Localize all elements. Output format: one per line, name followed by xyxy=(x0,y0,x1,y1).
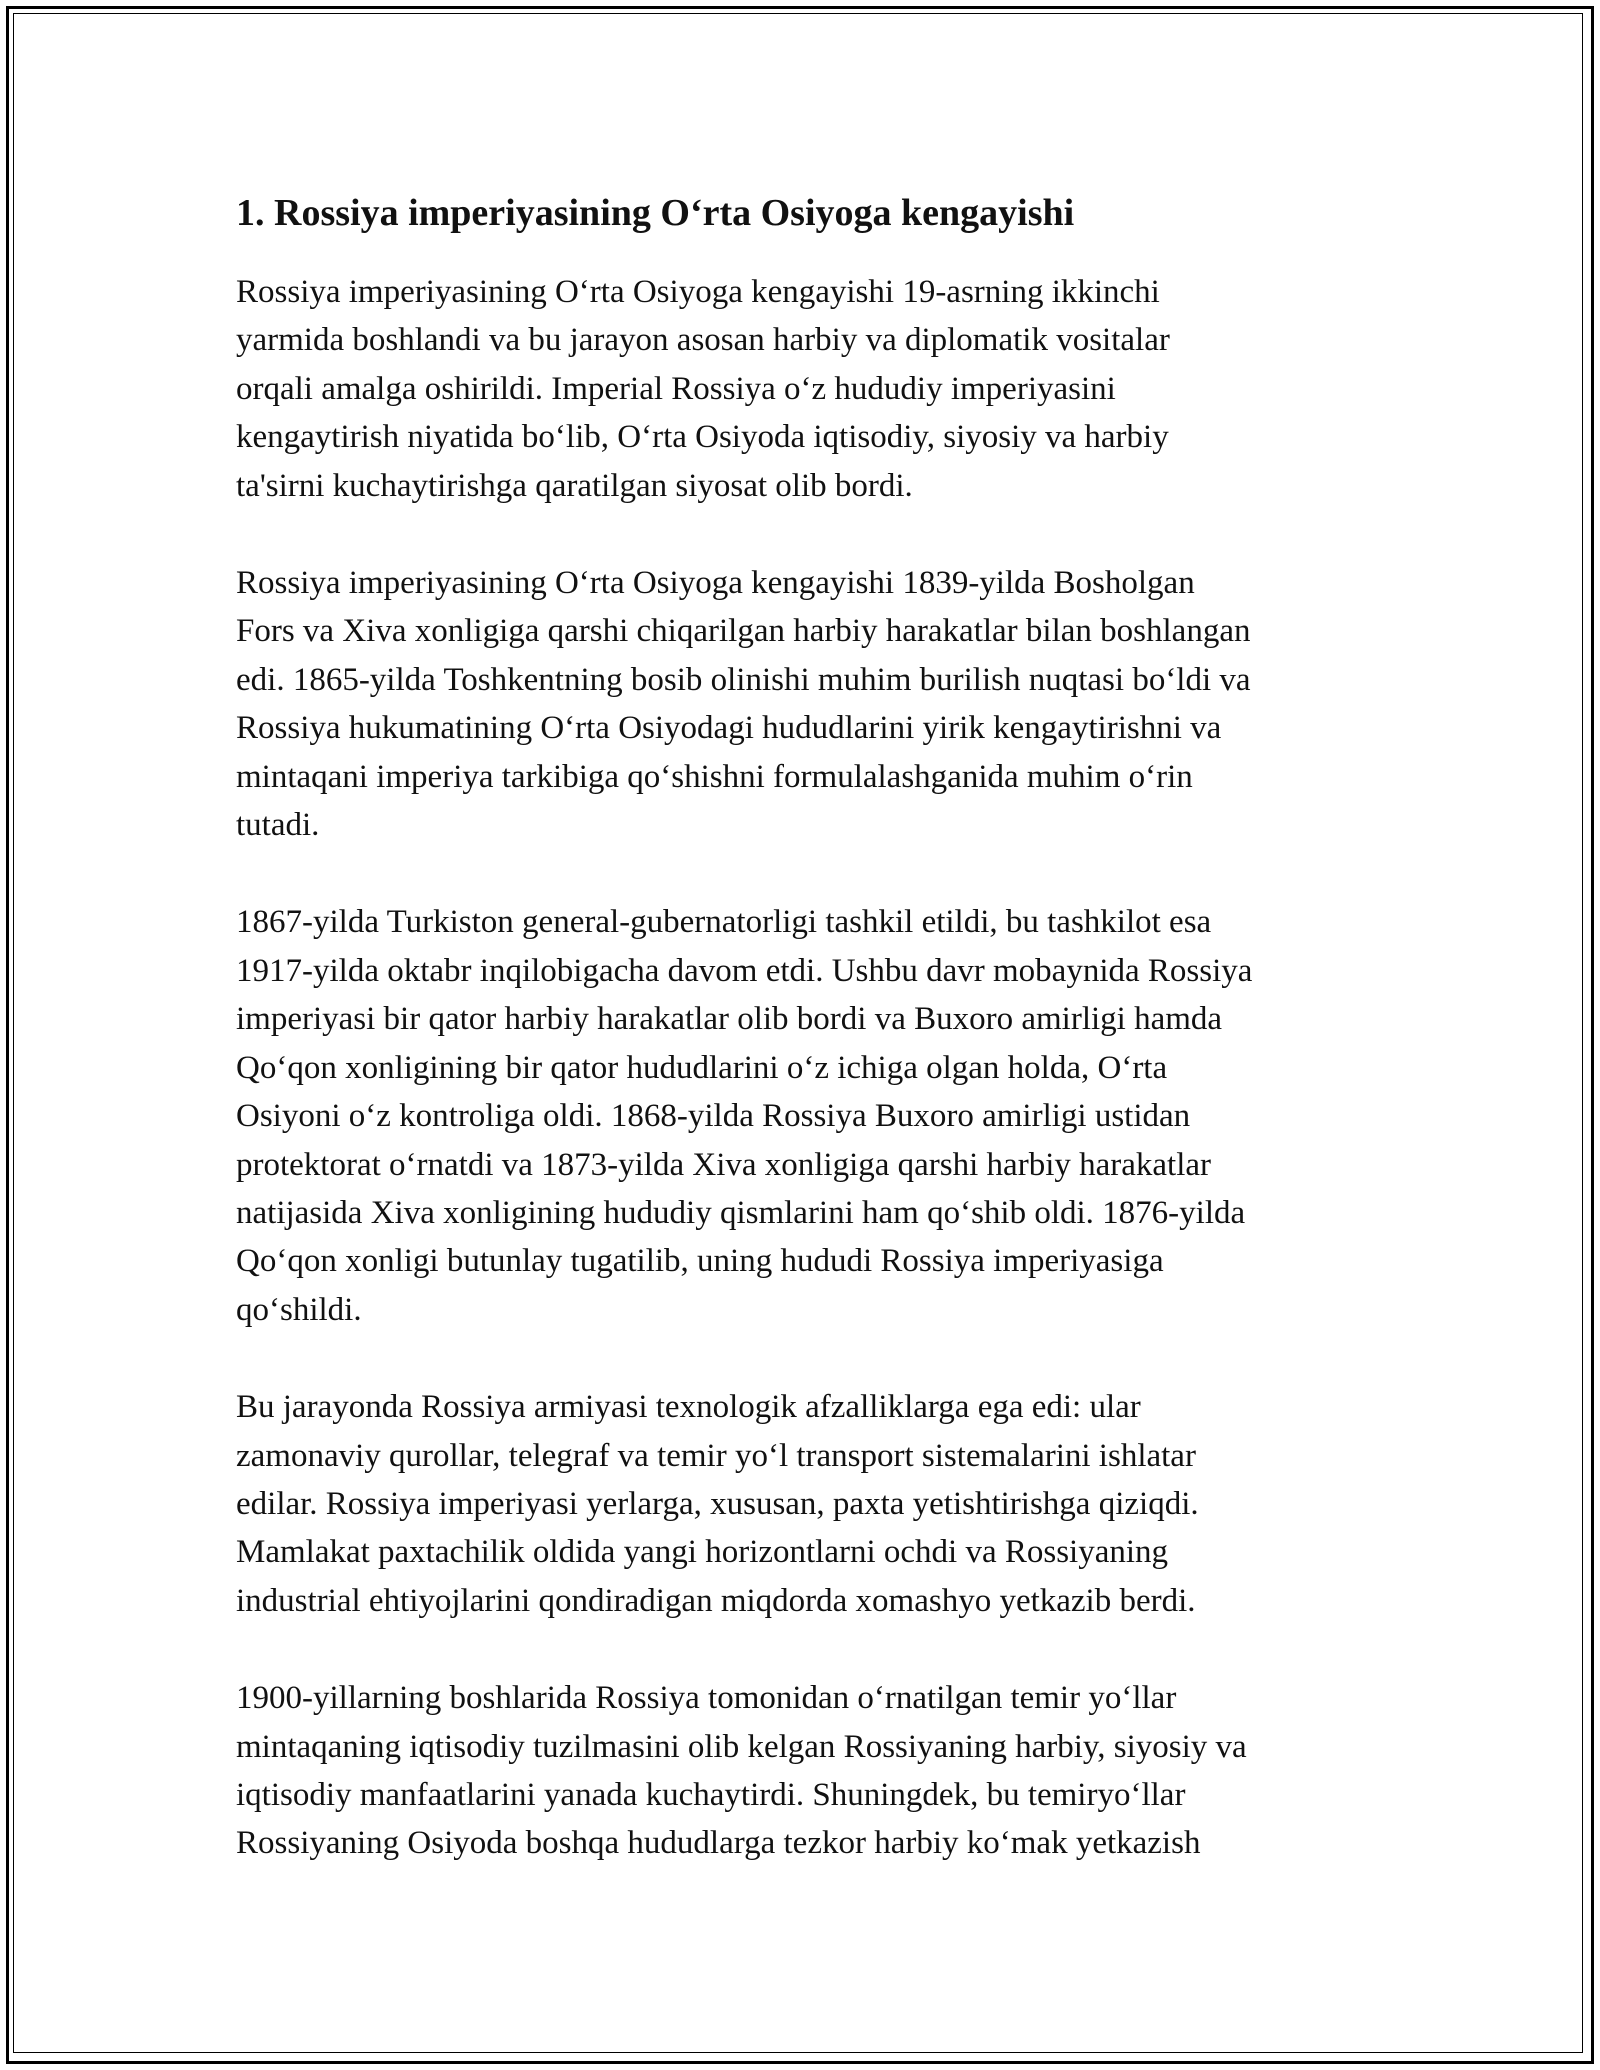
paragraph-4: Bu jarayonda Rossiya armiyasi texnologik afzalliklarga ega edi: ular zamonaviy qurollar, telegraf va temir yo‘l transport sistemalarini ishlatar edilar. Rossiya imperiyasi yerlarga, xususan, paxta yetishtirishga qiziqdi. Mamlakat paxtachilik oldida yangi horizontlarni ochdi va Rossiyaning industrial ehtiyojlarini qondiradigan miqdorda xomashyo yetkazib berdi. xyxy=(236,1389,1199,1619)
document-body xyxy=(236,186,1386,1917)
paragraph-1: Rossiya imperiyasining O‘rta Osiyoga kengayishi 19-asrning ikkinchi yarmida boshlandi va bu jarayon asosan harbiy va diplomatik vositalar orqali amalga oshirildi. Imperial Rossiya o‘z hududiy imperiyasini kengaytirish niyatida bo‘lib, O‘rta Osiyoda iqtisodiy, siyosiy va harbiy ta'sirni kuchaytirishga qaratilgan siyosat olib bordi. xyxy=(236,274,1170,504)
paragraph-3: 1867-yilda Turkiston general-gubernatorligi tashkil etildi, bu tashkilot esa 1917-yilda oktabr inqilobigacha davom etdi. Ushbu davr mobaynida Rossiya imperiyasi bir qator harbiy harakatlar olib bordi va Buxoro amirligi hamda Qo‘qon xonligining bir qator hududlarini o‘z ichiga olgan holda, O‘rta Osiyoni o‘z kontroliga oldi. 1868-yilda Rossiya Buxoro amirligi ustidan protektorat o‘rnatdi va 1873-yilda Xiva xonligiga qarshi harbiy harakatlar natijasida Xiva xonligining hududiy qismlarini ham qo‘shib oldi. 1876-yilda Qo‘qon xonligi butunlay tugatilib, uning hududi Rossiya imperiyasiga qo‘shildi. xyxy=(236,904,1253,1328)
paragraph-5: 1900-yillarning boshlarida Rossiya tomonidan o‘rnatilgan temir yo‘llar mintaqaning iqtisodiy tuzilmasini olib kelgan Rossiyaning harbiy, siyosiy va iqtisodiy manfaatlarini yanada kuchaytirdi. Shuningdek, bu temiryo‘llar Rossiyaning Osiyoda boshqa hududlarga tezkor harbiy ko‘mak yetkazish xyxy=(236,1680,1247,1862)
section-heading: 1. Rossiya imperiyasining O‘rta Osiyoga kengayishi xyxy=(236,192,1075,234)
paragraph-2: Rossiya imperiyasining O‘rta Osiyoga kengayishi 1839-yilda Bosholgan Fors va Xiva xonligiga qarshi chiqarilgan harbiy harakatlar bilan boshlangan edi. 1865-yilda Toshkentning bosib olinishi muhim burilish nuqtasi bo‘ldi va Rossiya hukumatining O‘rta Osiyodagi hududlarini yirik kengaytirishni va mintaqani imperiya tarkibiga qo‘shishni formulalashganida muhim o‘rin tutadi. xyxy=(236,565,1251,844)
